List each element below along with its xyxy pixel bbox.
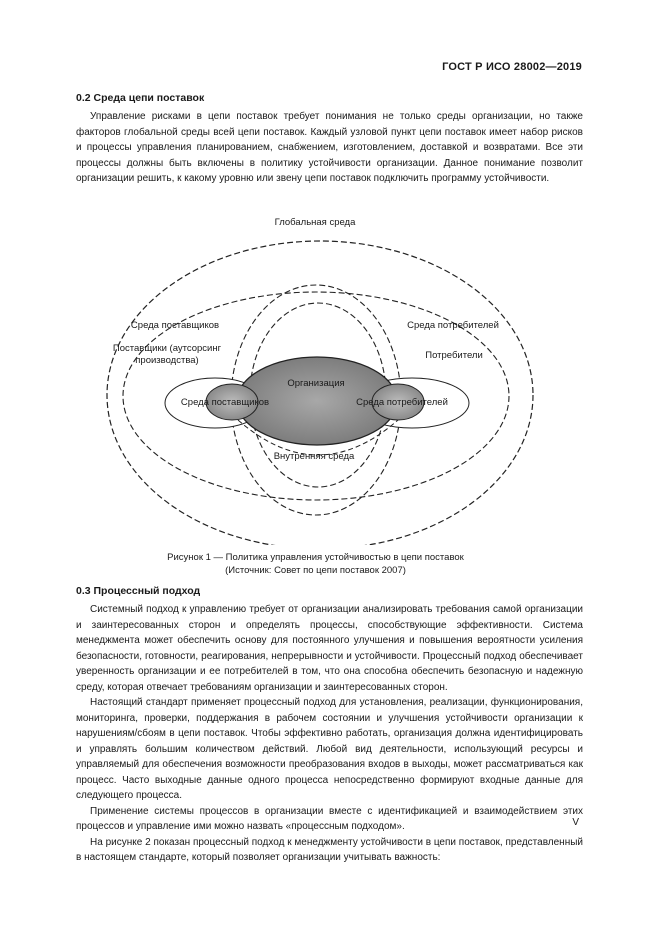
section-heading-0-2: 0.2 Среда цепи поставок [76,92,205,104]
label-consumers: Потребители [425,350,483,361]
label-supplier-environment-inner: Среда поставщиков [180,397,270,408]
label-organization: Организация [287,378,345,389]
section-0-3-body [76,602,583,866]
paragraph-1: Системный подход к управлению требует от организации анализировать требования самой организации и заинтересованных сторон и определять процессы, способствующие эффективности. Система менеджмента может обеспечить основу для постоянного улучшения и повышения вероятности усиления безопасности, готовности, реагирования, непрерывности и устойчивости. Процессный подход обеспечивает уверенность организации и ее потребителей в том, что она способна обеспечить безопасную и надежную среду, которая отвечает требованиям организации и заинтересованных сторон. [76,604,583,693]
label-supplier-environment: Среда поставщиков [130,320,220,331]
label-outsourcing-line1: Поставщики (аутсорсинг [112,343,222,354]
section-0-2-paragraph [76,109,583,187]
paragraph-2: Настоящий стандарт применяет процессный подход для установления, реализации, функционирования, мониторинга, проверки, поддержания в рабочем состоянии и улучшения устойчивости организации к нарушениям/сбоям в цепи поставок. Чтобы эффективно работать, организация должна идентифицировать и управлять большим количеством действий. Любой вид деятельности, использующий ресурсы и управляемый для обеспечения возможности преобразования входов в выходы, может рассматриваться как процесс. Часто выходные данные одного процесса непосредственно формируют входные данные для следующего процесса. [76,697,583,801]
page-number: V [572,817,579,828]
supply-chain-figure [0,200,661,545]
label-consumer-environment-inner: Среда потребителей [356,397,448,408]
label-outsourcing-line2: производства) [135,355,199,366]
figure-caption [0,551,661,577]
caption-line-1: Рисунок 1 — Политика управления устойчивостью в цепи поставок [167,552,464,563]
caption-line-2: (Источник: Совет по цепи поставок 2007) [225,565,406,576]
paragraph-4: На рисунке 2 показан процессный подход к менеджменту устойчивости в цепи поставок, представленный в настоящем стандарте, который позволяет организации учитывать важность: [76,836,583,863]
label-global-environment: Глобальная среда [274,217,356,228]
paragraph-text: Управление рисками в цепи поставок требует понимания не только среды организации, но также факторов глобальной среды всей цепи поставок. Каждый узловой пункт цепи поставок имеет набор рисков и процессы управления планированием, снабжением, изготовлением, доставкой и возвратами. Все эти процессы должны быть включены в политику устойчивости организации. Данное понимание позволит организации решить, к какому уровню или звену цепи поставок подключить программу устойчивости. [76,111,583,184]
paragraph-3: Применение системы процессов в организации вместе с идентификацией и взаимодействием этих процессов и управление ими можно назвать «процессным подходом». [76,805,583,832]
label-internal-environment: Внутренняя среда [273,451,355,462]
section-heading-0-3: 0.3 Процессный подход [76,585,201,597]
label-consumer-environment: Среда потребителей [407,320,499,331]
document-header: ГОСТ Р ИСО 28002—2019 [442,61,582,73]
